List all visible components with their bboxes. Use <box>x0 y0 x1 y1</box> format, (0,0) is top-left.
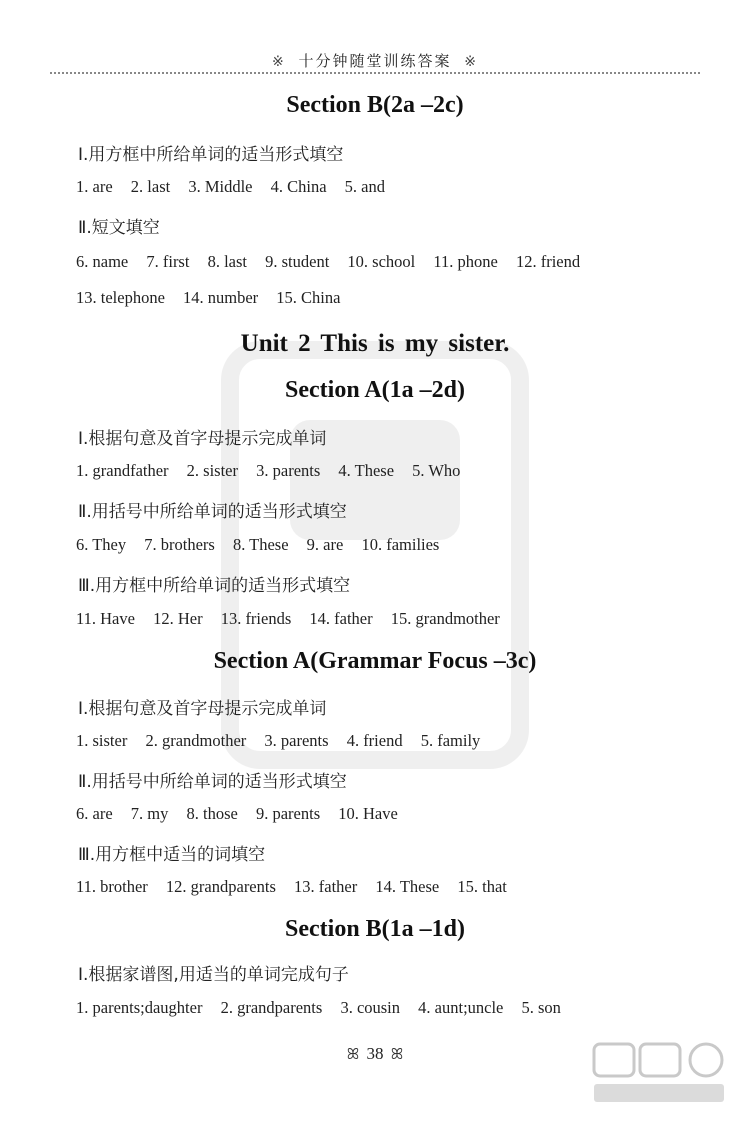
answer-item: 3. parents <box>264 731 329 750</box>
answer-item: 15. China <box>276 288 341 307</box>
answer-line <box>76 288 354 308</box>
exercise-instruction: Ⅲ.用方框中适当的词填空 <box>78 845 266 865</box>
section-title: Section B(2a –2c) <box>286 92 464 118</box>
answer-item: 15. grandmother <box>390 609 500 628</box>
header-divider <box>50 72 700 74</box>
answer-item: 11. Have <box>76 609 135 628</box>
answer-item: 12. Her <box>153 609 203 628</box>
exercise-instruction: Ⅰ.根据句意及首字母提示完成单词 <box>78 699 327 719</box>
footer-swirl-left-icon: ꕤ <box>346 1047 360 1063</box>
answer-item: 14. father <box>309 609 373 628</box>
answer-item: 1. sister <box>76 731 128 750</box>
exercise-instruction: Ⅱ.短文填空 <box>78 218 160 238</box>
answer-item: 8. These <box>232 535 289 554</box>
answer-item: 14. number <box>183 288 259 307</box>
section-title: Section A(Grammar Focus –3c) <box>213 648 537 674</box>
running-header <box>0 50 750 71</box>
answer-item: 1. grandfather <box>76 461 169 480</box>
answer-line <box>76 804 412 824</box>
answer-item: 7. brothers <box>144 535 215 554</box>
answer-item: 10. school <box>347 252 416 271</box>
answer-item: 4. aunt;uncle <box>418 998 504 1017</box>
answer-item: 9. parents <box>255 804 321 823</box>
answer-item: 12. grandparents <box>165 877 276 896</box>
answer-line <box>76 535 453 555</box>
answer-item: 2. sister <box>186 461 239 480</box>
answer-item: 2. last <box>130 177 171 196</box>
section-title: Section B(1a –1d) <box>285 916 465 942</box>
answer-item: 5. family <box>420 731 481 750</box>
header-ornament-left: ※ <box>271 54 286 70</box>
answer-item: 15. that <box>457 877 507 896</box>
answer-item: 13. father <box>294 877 358 896</box>
page-number: 38 <box>366 1044 384 1063</box>
answer-item: 10. families <box>361 535 440 554</box>
header-ornament-right: ※ <box>464 54 479 70</box>
answer-item: 14. These <box>375 877 440 896</box>
answer-item: 2. grandmother <box>145 731 247 750</box>
section-title: Section A(1a –2d) <box>285 377 465 403</box>
answer-item: 5. and <box>344 177 385 196</box>
answer-item: 13. friends <box>220 609 292 628</box>
answer-item: 2. grandparents <box>220 998 323 1017</box>
answer-item: 6. They <box>76 535 127 554</box>
answer-item: 3. cousin <box>340 998 401 1017</box>
footer-swirl-right-icon: ꕤ <box>390 1047 404 1063</box>
answer-item: 1. are <box>76 177 113 196</box>
answer-line <box>76 877 521 897</box>
answer-item: 1. parents;daughter <box>76 998 203 1017</box>
answer-line <box>76 177 399 197</box>
answer-item: 13. telephone <box>76 288 165 307</box>
answer-line <box>76 731 494 751</box>
exercise-instruction: Ⅲ.用方框中所给单词的适当形式填空 <box>78 576 351 596</box>
answer-item: 5. Who <box>412 461 461 480</box>
answer-item: 5. son <box>521 998 561 1017</box>
answer-item: 3. Middle <box>188 177 253 196</box>
answer-item: 4. China <box>270 177 327 196</box>
answer-item: 8. those <box>186 804 238 823</box>
exercise-instruction: Ⅰ.用方框中所给单词的适当形式填空 <box>78 145 344 165</box>
answer-item: 3. parents <box>256 461 321 480</box>
exercise-instruction: Ⅰ.根据家谱图,用适当的单词完成句子 <box>78 965 349 985</box>
answer-item: 7. my <box>130 804 169 823</box>
answer-line <box>76 609 514 629</box>
answer-line <box>76 461 474 481</box>
unit-title: Unit 2 This is my sister. <box>240 330 510 357</box>
header-title: 十分钟随堂训练答案 <box>298 52 452 70</box>
answer-item: 11. phone <box>433 252 498 271</box>
answer-line <box>76 252 594 272</box>
exercise-instruction: Ⅱ.用括号中所给单词的适当形式填空 <box>78 772 347 792</box>
answer-item: 10. Have <box>338 804 398 823</box>
answer-item: 12. friend <box>515 252 581 271</box>
exercise-instruction: Ⅱ.用括号中所给单词的适当形式填空 <box>78 502 347 522</box>
site-logo-icon <box>590 1038 730 1108</box>
answer-item: 4. These <box>338 461 395 480</box>
answer-item: 8. last <box>207 252 247 271</box>
exercise-instruction: Ⅰ.根据句意及首字母提示完成单词 <box>78 429 327 449</box>
answer-item: 6. are <box>76 804 113 823</box>
answer-line <box>76 998 575 1018</box>
answer-item: 4. friend <box>346 731 403 750</box>
answer-item: 9. student <box>265 252 330 271</box>
answer-item: 9. are <box>306 535 344 554</box>
answer-item: 6. name <box>76 252 129 271</box>
answer-item: 7. first <box>146 252 190 271</box>
answer-item: 11. brother <box>76 877 148 896</box>
